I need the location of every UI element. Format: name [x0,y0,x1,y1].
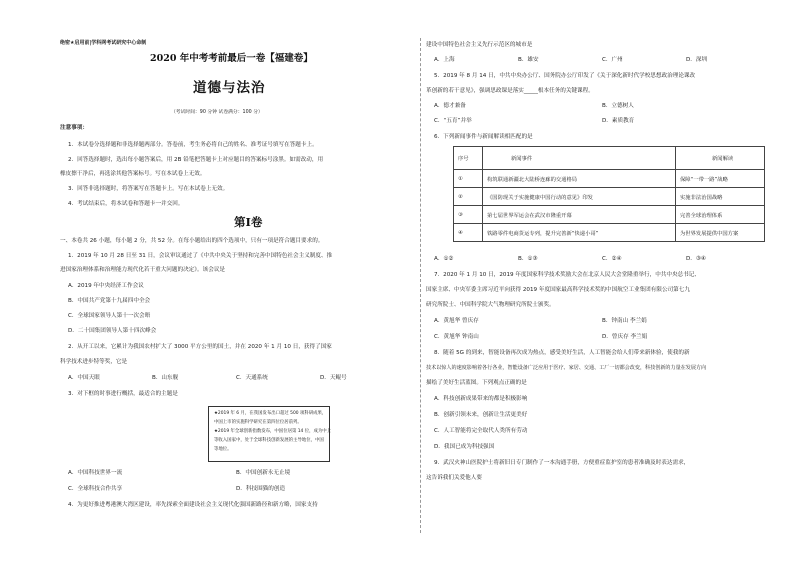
q8-option-b: B．创新引领未来，创新让生活更美好 [434,412,528,418]
section-intro: 一、本卷共 26 小题，每小题 2 分，共 52 分。在每小题给出的四个选项中，只有一项是符合题目要求的。 [60,238,324,244]
question-8-line: 8．随着 5G 的到来，智能设备再次成为热点，感受美好生活，人工智能会给人们带来新体验，使我的新 [434,350,690,356]
q8-option-d: D．我国已成为科技强国 [434,444,495,450]
secret-header: 绝密★启用前|学科网考试研究中心命制 [60,40,147,46]
q1-option-b: B．中国共产党第十九届四中全会 [68,298,151,304]
q5-option-c: C．“五育”并举 [434,118,472,124]
q6-option-d: D．③④ [686,256,706,262]
q5-option-b: B．立德树人 [602,103,634,109]
q5-option-a: A．德才兼备 [434,103,466,109]
q1-option-c: C．全球国家领导人第十一次会晤 [68,313,151,319]
table-cell: 《国防现关于实施健康中国行动的意见》印发 [483,188,676,206]
box-line: ★2019 年 6 月，在我国发布出口超过 500 项科研成果， [214,411,327,416]
table-cell: 完善全球治理体系 [676,206,765,224]
box-line: ★2019 年全球创新指数发布，中国位居第 14 位，成为中上 [214,429,332,434]
q4-option-a: A．上海 [434,57,455,63]
question-5-line: 5．2019 年 8 月 14 日，中共中央办公厅、国务院办公厅印发了《关于深化新时代学校思想政治理论课改 [434,73,696,79]
table-cell: ④ [454,224,483,242]
q8-option-a: A．科技创新成果带来的都是积极影响 [434,396,528,402]
table-cell: ① [454,170,483,188]
q6-option-b: B．①③ [518,256,538,262]
q3-option-d: D．科技围猫的创造 [236,486,286,492]
table-row [454,188,765,206]
q7-option-a: A．黄旭华 曾庆存 [434,318,479,324]
exam-subtitle: （考试时间：90 分钟 试卷满分：100 分） [171,110,263,115]
q1-option-a: A．2019 年中央经济工作会议 [68,283,144,289]
q3-option-b: B．中国创新永无止境 [236,470,291,476]
box-line: 中国上市的实施科学研究在第四位位居前列。 [214,420,302,425]
notice-title: 注意事项： [60,125,88,131]
question-7-line: 研究所院士、中国科学院大气物理研究所院士颁奖。 [426,302,555,308]
table-cell: ③ [454,206,483,224]
table-cell: 第七届世界军运会在武汉市隆重开幕 [483,206,676,224]
section-title: 第Ⅰ卷 [234,215,263,229]
table-cell: 实施非法治国战略 [676,188,765,206]
question-9-line: 这告诉我们关爱他人要 [426,475,482,481]
question-3: 3．对下框的时事进行概括，最适合的主题是 [68,391,178,397]
question-4-cont: 建设中国特色社会主义先行示范区的城市是 [426,42,533,48]
notice-line: 1．本试卷分选择题和非选择题两部分。答卷前，考生务必将自己的姓名、准考证号填写在答题卡上。 [68,142,318,148]
question-1-line: 进国家治理体系和治理能力现代化若干重大问题的决定》。该会议是 [60,267,226,273]
q8-option-c: C．人工智能将完全取代人类所有劳动 [434,428,528,434]
question-9-line: 9．武汉火神山医院护士将新旧日专门制作了一本沟通手册，方便重症监护室的患者准确及时表达需求， [434,460,690,466]
table-cell: 为世界发展提供中国方案 [676,224,765,242]
question-4: 4．为更好推进粤港澳大湾区建设，率先探索全面建设社会主义现代化强国新路径和新方略，国家支持 [68,502,318,508]
q6-option-c: C．②④ [602,256,622,262]
table-cell: ② [454,188,483,206]
question-2-line: 2．从开工以来，它累计为我国农村扩大了 3000 平方公里的国土，并在 2020 年 1 月 10 日，获得了国家 [68,344,332,350]
notice-line: 4．考试结束后，将本试卷和答题卡一并交回。 [68,201,184,207]
q1-option-d: D．二十国集团领导人第十四次峰会 [68,328,157,334]
question-6: 6．下列新闻事件与新闻解读相匹配的是 [434,134,533,140]
question-8-line: 描绘了美好生活蓝图。下列观点正确的是 [426,380,527,386]
notice-line: 2．回答选择题时，选出每小题答案后，用 2B 铅笔把答题卡上对应题目的答案标号涂黑。如需改动，用 [68,157,324,163]
q4-option-d: D．深圳 [686,57,708,63]
q4-option-c: C．广州 [602,57,623,63]
q2-option-b: B．山东舰 [152,375,179,381]
q5-option-d: D．素质教育 [602,118,635,124]
question-2-line: 科学技术进步特等奖，它是 [60,359,128,365]
column-divider [420,38,421,533]
notice-line: 3．回答非选择题时，将答案写在答题卡上。写在本试卷上无效。 [68,186,229,192]
q7-option-d: D．曾庆存 李兰娟 [602,334,648,340]
question-8-line: 技术以惊人的速度影响着各行各业，智能设备广泛应用于医疗、家居、交通、工厂一切都会改变，科技创新的力量在发展方向 [426,365,707,371]
q2-option-d: D．天鲲号 [320,375,347,381]
q3-option-a: A．中国科技世界一流 [68,470,123,476]
table-header-cell: 新闻解读 [676,147,765,170]
table-header-cell: 序号 [454,147,483,170]
box-line: 等地位。 [214,447,232,452]
q7-option-c: C．黄旭华 钟南山 [434,334,479,340]
q7-option-b: B．钟南山 李兰娟 [602,318,647,324]
box-line: 等收入国家中，处于全球科技创新发展的主导地位，中国 [214,438,324,443]
table-row [454,206,765,224]
q4-option-b: B．雄安 [518,57,539,63]
table-cell: 构筑联通新疆北大陆桥连廊的交通格局 [483,170,676,188]
question-7-line: 国家主席、中央军委主席习近平向获得 2019 年度国家最高科学技术奖的中国航空工业集团有限公司第七九 [426,287,690,293]
table-header-row [454,147,765,170]
q2-option-a: A．中国天眼 [68,375,100,381]
question-7-line: 7．2020 年 1 月 10 日，2019 年度国家科学技术奖励大会在北京人民大会堂隆重举行，中共中央总书记、 [434,272,700,278]
question-5-line: 革创新的若干意见》，强调思政课是落实_____根本任务的关键课程。 [426,88,594,94]
q6-option-a: A．①② [434,256,454,262]
subject-title: 道德与法治 [193,80,266,96]
q2-option-c: C．天通系统 [236,375,268,381]
exam-title: 2020 年中考考前最后一卷【福建卷】 [150,53,313,64]
q3-news-box [208,406,330,462]
news-table [453,146,765,242]
notice-line: 橡皮擦干净后，再选涂其他答案标号。写在本试卷上无效。 [60,171,206,177]
table-cell: 保障“一带一路”战略 [676,170,765,188]
table-row [454,224,765,242]
table-header-cell: 新闻事件 [483,147,676,170]
q3-option-c: C．全球科技合作共享 [68,486,123,492]
table-cell: 铁路零件电商货运专列，提升完善新“快递小哥” [483,224,676,242]
table-row [454,170,765,188]
question-1-line: 1．2019 年 10 月 28 日至 31 日，会议审议通过了《中共中央关于坚持和完善中国特色社会主义制度、推 [68,253,333,259]
